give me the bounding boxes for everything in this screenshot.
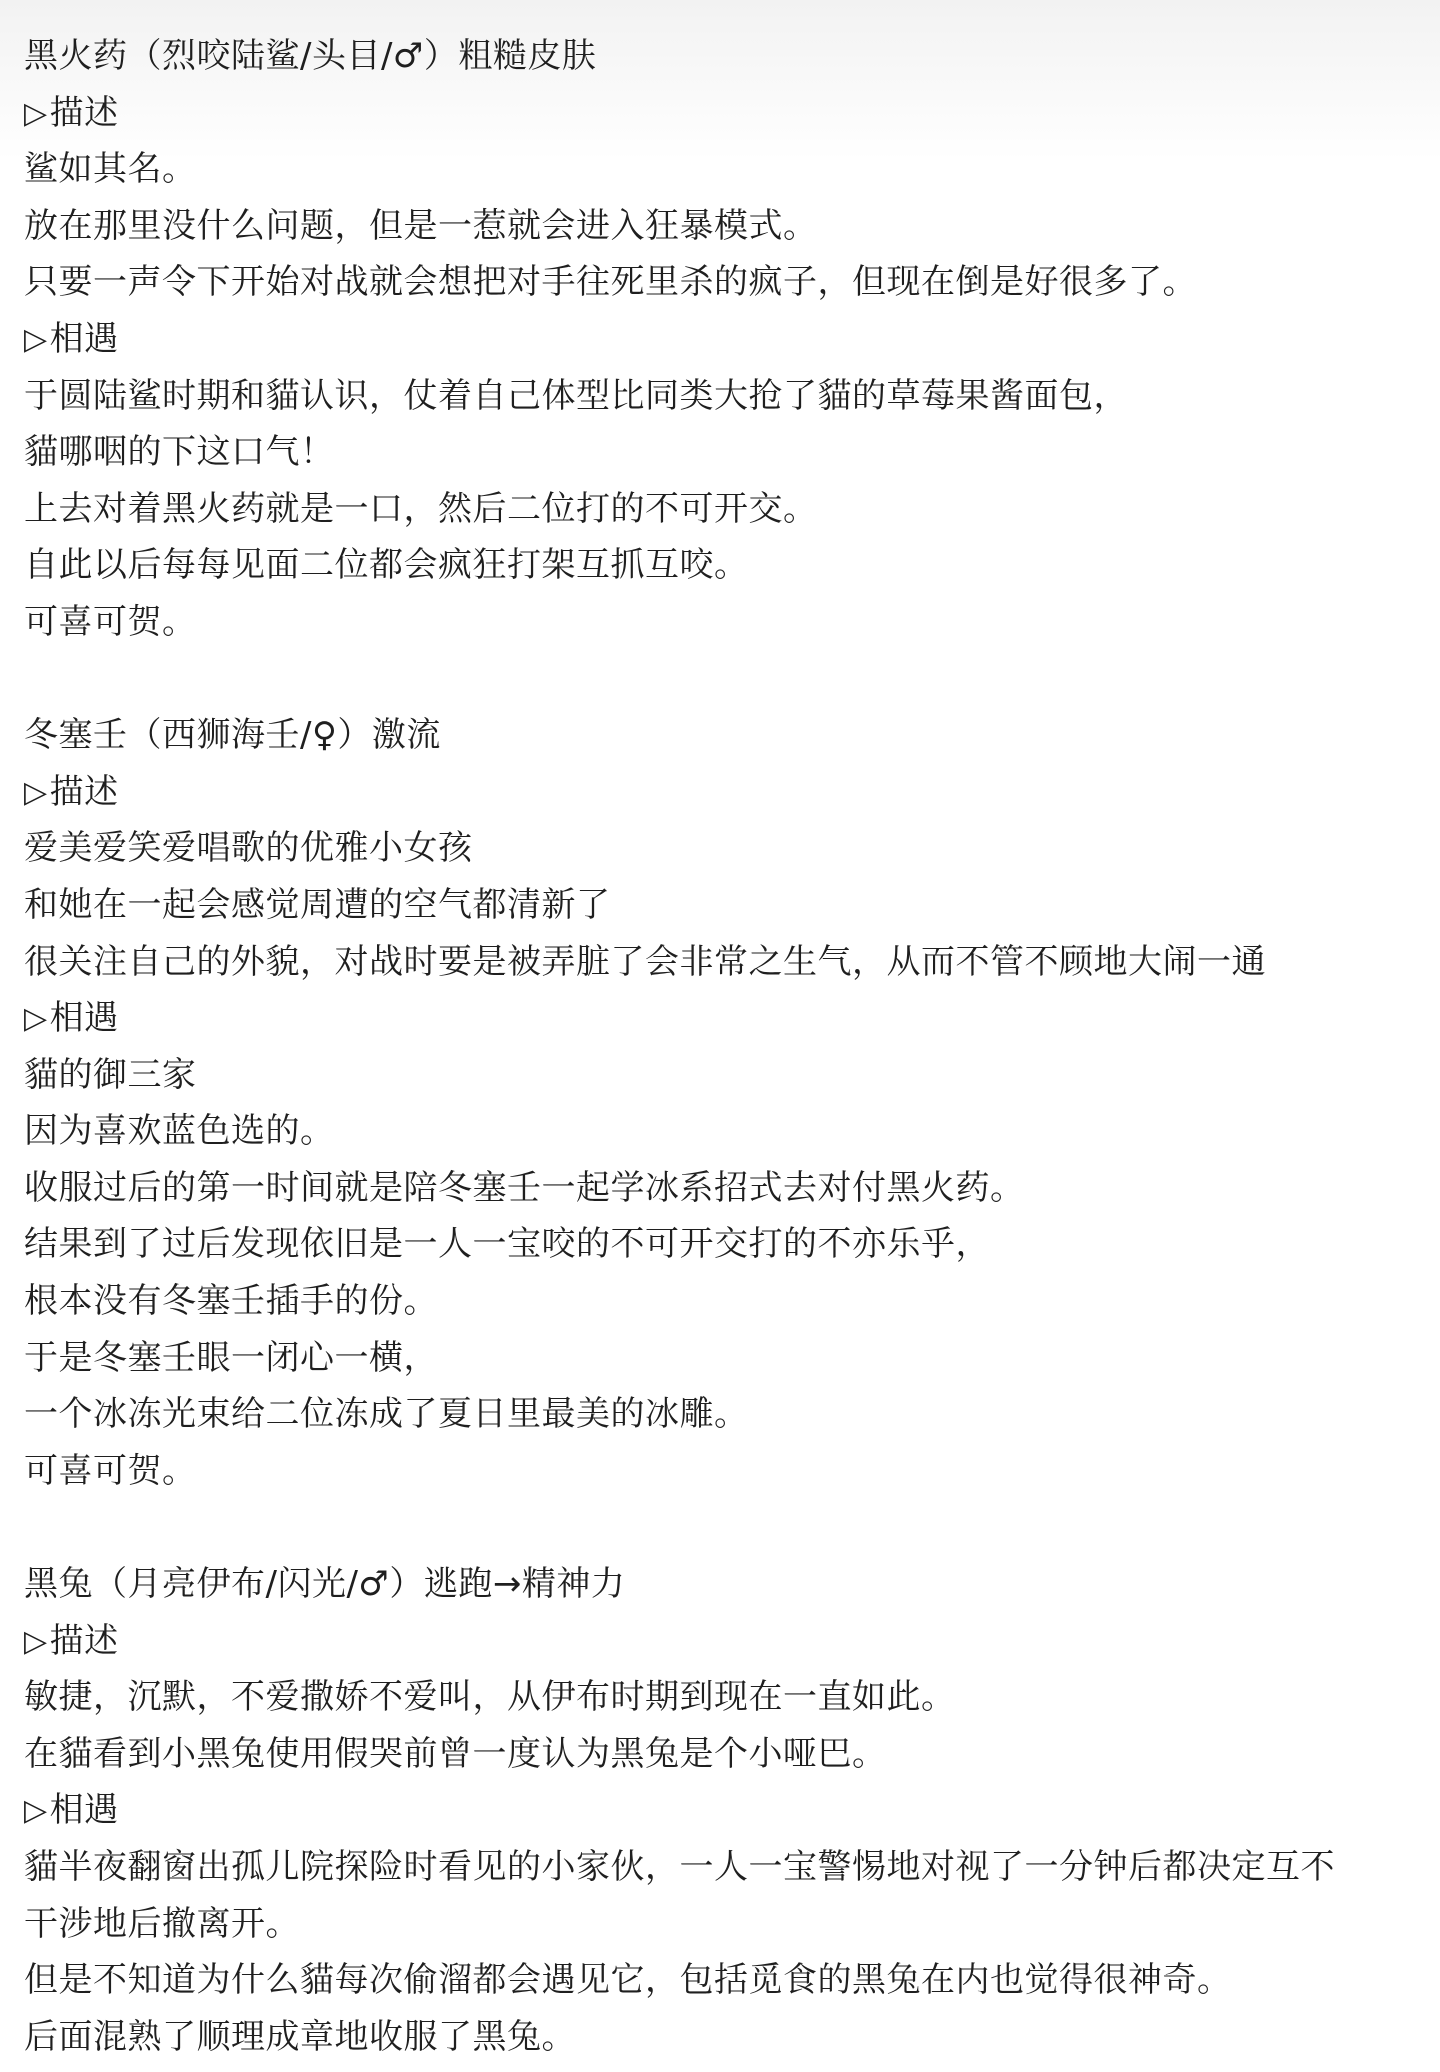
paragraph-line: 因为喜欢蓝色选的。 xyxy=(24,1111,335,1152)
paragraph-line: 和她在一起会感觉周遭的空气都清新了 xyxy=(24,884,611,925)
entry-heihuoyao xyxy=(24,28,1418,651)
section-label: 描述 xyxy=(49,92,119,133)
section-label: 描述 xyxy=(49,771,119,812)
entry-dongsairen xyxy=(24,707,1418,1499)
section-heading-encounter xyxy=(24,990,1418,1047)
section-label: 相遇 xyxy=(49,1790,119,1831)
paragraph-line: 貓的御三家 xyxy=(24,1054,197,1095)
section-heading-description xyxy=(24,764,1418,821)
entry-header: 黑兔（月亮伊布/闪光/♂）逃跑→精神力 xyxy=(24,1564,626,1605)
paragraph-line: 可喜可贺。 xyxy=(24,1450,197,1491)
paragraph-line: 貓半夜翻窗出孤儿院探险时看见的小家伙，一人一宝警惕地对视了一分钟后都决定互不 xyxy=(24,1847,1335,1887)
paragraph-line: 结果到了过后发现依旧是一人一宝咬的不可开交打的不亦乐乎， xyxy=(24,1224,990,1265)
paragraph-line: 但是不知道为什么貓每次偷溜都会遇见它，包括觅食的黑兔在内也觉得很神奇。 xyxy=(24,1960,1232,2001)
blank-line xyxy=(24,651,1418,708)
triangle-marker-icon: ▷ xyxy=(24,1623,48,1659)
paragraph-line: 敏捷，沉默，不爱撒娇不爱叫，从伊布时期到现在一直如此。 xyxy=(24,1677,956,1718)
section-label: 描述 xyxy=(49,1620,119,1661)
entry-header: 黑火药（烈咬陆鲨/头目/♂）粗糙皮肤 xyxy=(24,36,597,76)
paragraph-line: 上去对着黑火药就是一口，然后二位打的不可开交。 xyxy=(24,488,818,529)
triangle-marker-icon: ▷ xyxy=(24,321,48,357)
paragraph-line: 在貓看到小黑兔使用假哭前曾一度认为黑兔是个小哑巴。 xyxy=(24,1733,887,1774)
section-heading-description xyxy=(24,1613,1418,1670)
triangle-marker-icon: ▷ xyxy=(24,1001,48,1037)
section-heading-encounter xyxy=(24,1782,1418,1839)
blank-line xyxy=(24,1499,1418,1556)
paragraph-line: 自此以后每每见面二位都会疯狂打架互抓互咬。 xyxy=(24,545,749,586)
paragraph-line: 于是冬塞壬眼一闭心一横， xyxy=(24,1337,438,1378)
paragraph-line: 可喜可贺。 xyxy=(24,601,197,642)
section-heading-encounter xyxy=(24,311,1418,368)
paragraph-line: 放在那里没什么问题，但是一惹就会进入狂暴模式。 xyxy=(24,205,818,246)
paragraph-line: 后面混熟了顺理成章地收服了黑兔。 xyxy=(24,2016,576,2057)
entry-header: 冬塞壬（西狮海壬/♀）激流 xyxy=(24,715,441,756)
paragraph-line: 貓哪咽的下这口气！ xyxy=(24,432,335,473)
paragraph-line: 干涉地后撤离开。 xyxy=(24,1903,300,1944)
paragraph-line: 收服过后的第一时间就是陪冬塞壬一起学冰系招式去对付黑火药。 xyxy=(24,1167,1025,1208)
paragraph-line: 只要一声令下开始对战就会想把对手往死里杀的疯子，但现在倒是好很多了。 xyxy=(24,262,1197,303)
paragraph-line: 于圆陆鲨时期和貓认识，仗着自己体型比同类大抢了貓的草莓果酱面包， xyxy=(24,375,1128,416)
section-heading-description xyxy=(24,85,1418,142)
entry-heitu xyxy=(24,1556,1418,2065)
triangle-marker-icon: ▷ xyxy=(24,95,48,131)
triangle-marker-icon: ▷ xyxy=(24,774,48,810)
section-label: 相遇 xyxy=(49,998,119,1039)
paragraph-line: 一个冰冻光束给二位冻成了夏日里最美的冰雕。 xyxy=(24,1394,749,1435)
paragraph-line: 根本没有冬塞壬插手的份。 xyxy=(24,1281,438,1322)
section-label: 相遇 xyxy=(49,318,119,359)
triangle-marker-icon: ▷ xyxy=(24,1793,48,1829)
paragraph-line: 鲨如其名。 xyxy=(24,149,197,190)
paragraph-line: 爱美爱笑爱唱歌的优雅小女孩 xyxy=(24,828,473,869)
paragraph-line: 很关注自己的外貌，对战时要是被弄脏了会非常之生气，从而不管不顾地大闹一通 xyxy=(24,941,1266,982)
